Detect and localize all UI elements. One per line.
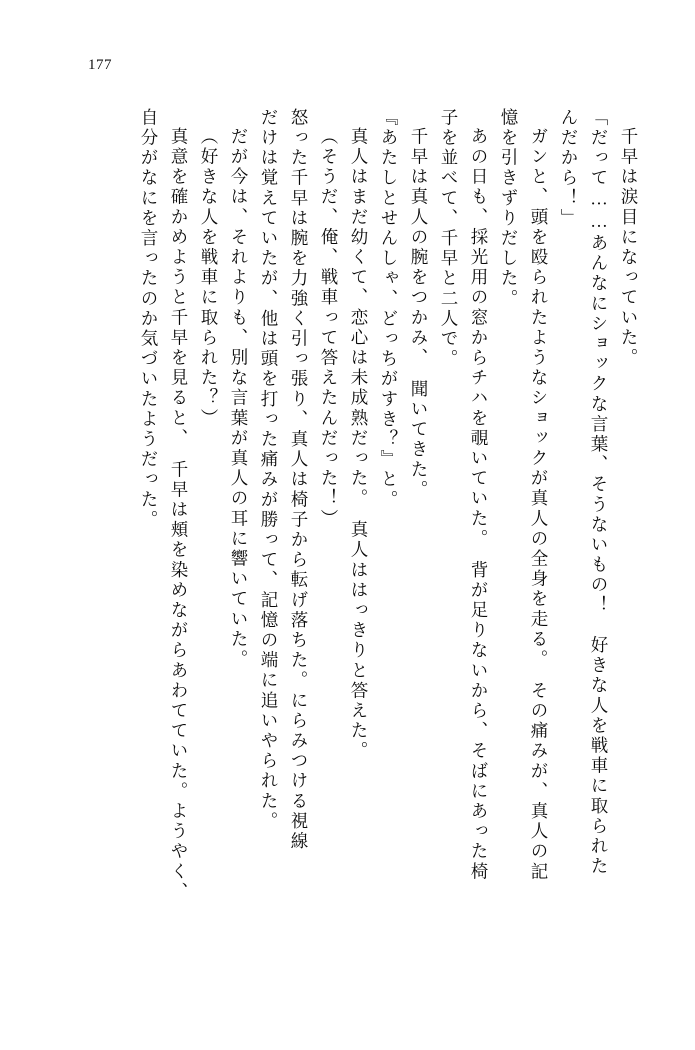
text-column: 自分がなにを言ったのか気づいたようだった。 [139,108,159,531]
text-column: 子を並べて、千早と二人で。 [439,108,459,370]
text-column: だが今は、それよりも、別な言葉が真人の耳に響いていた。 [229,127,249,670]
text-column: （そうだ、俺、戦車って答えたんだった！） [319,127,339,529]
text-column: ガンと、頭を殴られたようなショックが真人の全身を走る。 その痛みが、真人の記 [529,127,549,883]
text-column: 「だって……あんなにショックな言葉、そうないもの！ 好きな人を戦車に取られた [589,108,609,877]
body-text-block [60,108,637,988]
text-column: 千早は真人の腕をつかみ、 聞いてきた。 [409,127,429,501]
text-column: 怒った千早は腕を力強く引っ張り、真人は椅子から転げ落ちた。にらみつける視線 [289,108,309,852]
text-column: 『あたしとせんしゃ、どっちがすき？』と。 [379,108,399,510]
page-number: 177 [88,57,112,73]
text-column: 憶を引きずりだした。 [499,108,519,309]
text-column: 千早は涙目になっていた。 [619,127,639,369]
text-column: （好きな人を戦車に取られた？） [199,127,219,429]
text-column: だけは覚えていたが、他は頭を打った痛みが勝って、記憶の端に追いやられた。 [259,108,279,832]
text-column: んだから！」 [559,108,579,229]
text-column: あの日も、採光用の窓からチハを覗いていた。 背が足りないから、そばにあった椅 [469,127,489,883]
text-column: 真意を確かめようと千早を見ると、 千早は頬を染めながらあわてていた。ようやく、 [169,127,189,903]
text-column: 真人はまだ幼くて、恋心は未成熟だった。 真人ははっきりと答えた。 [349,127,369,762]
